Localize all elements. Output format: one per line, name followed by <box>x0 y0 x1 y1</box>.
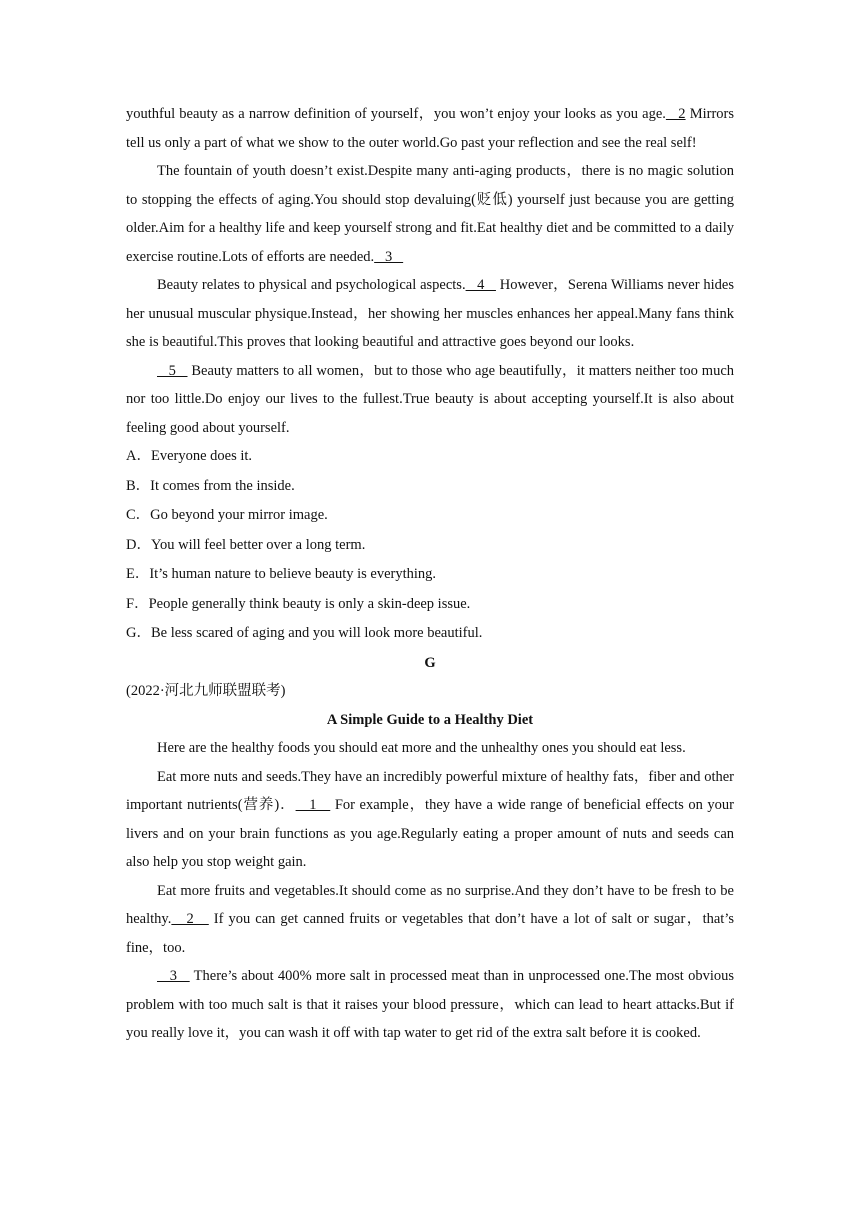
paragraph-g1: Here are the healthy foods you should eat more and the unhealthy ones you should eat less. <box>157 740 686 756</box>
section-letter: G <box>424 654 436 671</box>
document-page <box>126 100 734 1048</box>
answer-blank-g1: 1 <box>295 797 331 813</box>
answer-blank-4: 4 <box>465 277 496 293</box>
option-b: B．It comes from the inside. <box>126 477 295 494</box>
option-d: D．You will feel better over a long term. <box>126 536 366 553</box>
paragraph-g2: Eat more nuts and seeds.They have an incredibly powerful mixture of healthy fats，fiber and other important nutrients(营养)． 1 For example，they have a wide range of beneficial effects on your livers and on your brain functions as you age.Regularly eating a proper amount of nuts and seeds can also help you stop weight gain. <box>126 768 735 870</box>
option-f: F．People generally think beauty is only a skin-deep issue. <box>126 595 471 612</box>
paragraph-f3: Beauty relates to physical and psychological aspects. 4 However，Serena Williams never hides her unusual muscular physique.Instead，her showing her muscles enhances her appeal.Many fans think she is beautiful.This proves that looking beautiful and attractive goes beyond our looks. <box>126 277 735 350</box>
option-c: C．Go beyond your mirror image. <box>126 507 328 523</box>
answer-blank-2: 2 <box>665 106 686 122</box>
paragraph-g4: 3 There’s about 400% more salt in processed meat than in unprocessed one.The most obvious problem with too much salt is that it raises your blood pressure，which can lead to heart attacks.But if you really love it，you can wash it off with tap water to get rid of the extra salt before it is cooked. <box>126 968 734 1041</box>
answer-blank-3: 3 <box>374 248 404 265</box>
option-e: E．It’s human nature to believe beauty is everything. <box>126 566 437 582</box>
passage-title: A Simple Guide to a Healthy Diet <box>326 711 534 728</box>
paragraph-f4: 5 Beauty matters to all women，but to those who age beautifully，it matters neither too much nor too little.Do enjoy our lives to the fullest.True beauty is about accepting yourself.It is also about feeling good about yourself. <box>126 362 735 436</box>
options-list <box>126 442 734 649</box>
source-line: (2022·河北九师联盟联考) <box>126 683 286 699</box>
paragraph-g3: Eat more fruits and vegetables.It should come as no surprise.And they don’t have to be fresh to be healthy. 2 If you can get canned fruits or vegetables that don’t have a lot of salt or sugar，that’s fine，too. <box>126 882 735 956</box>
option-a: A．Everyone does it. <box>126 448 253 464</box>
option-g: G．Be less scared of aging and you will look more beautiful. <box>126 625 483 641</box>
paragraph-f1: youthful beauty as a narrow definition of yourself，you won’t enjoy your looks as you age. 2 Mirrors tell us only a part of what we show to the outer world.Go past your reflection and see the real self! <box>126 106 734 151</box>
paragraph-f2: The fountain of youth doesn’t exist.Despite many anti-aging products，there is no magic solution to stopping the effects of aging.You should stop devaluing(贬低) yourself just because you are getting older.Aim for a healthy life and keep yourself strong and fit.Eat healthy diet and be committed to a daily exercise routine.Lots of efforts are needed. 3 <box>126 163 734 265</box>
answer-blank-g3: 3 <box>157 968 190 984</box>
answer-blank-5: 5 <box>157 362 188 379</box>
answer-blank-g2: 2 <box>171 911 209 927</box>
